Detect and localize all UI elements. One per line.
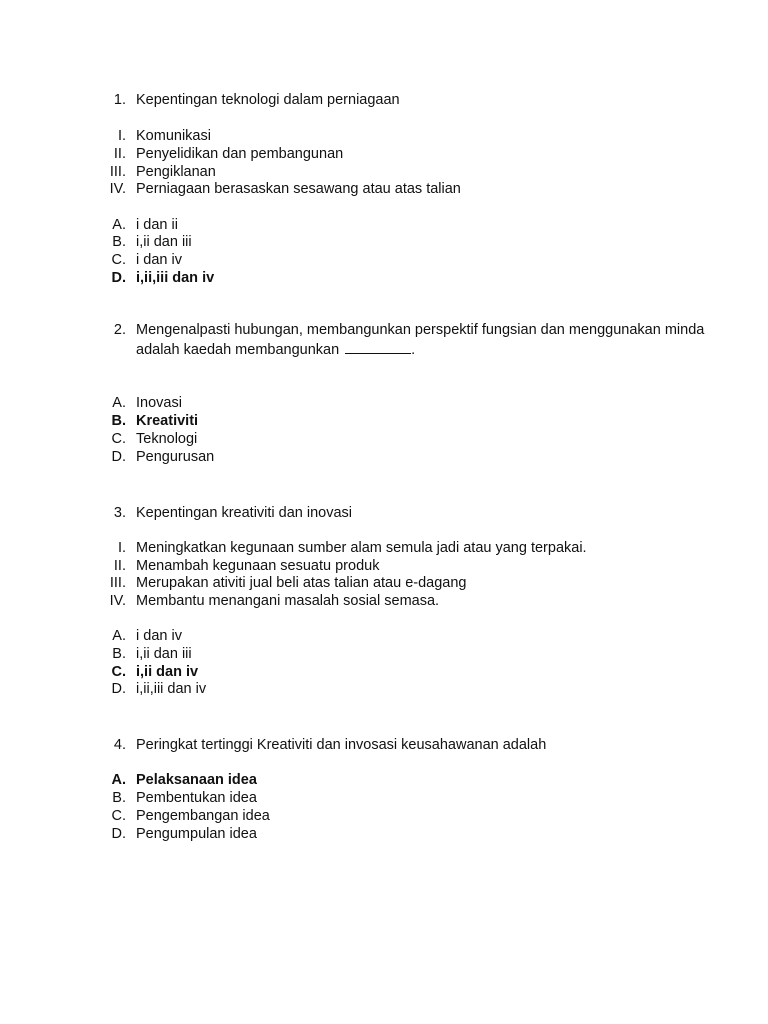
question-text-end: . bbox=[411, 342, 416, 358]
option-text: i,ii dan iv bbox=[136, 664, 199, 680]
option-label: B. bbox=[112, 234, 126, 250]
option-text: Kreativiti bbox=[136, 413, 199, 429]
option-text: Inovasi bbox=[136, 395, 182, 411]
statement-text: Meningkatkan kegunaan sumber alam semula jadi atau yang terpakai. bbox=[136, 540, 587, 556]
statement-label: I. bbox=[117, 128, 126, 144]
option-label: C. bbox=[111, 808, 126, 824]
option-label: A. bbox=[112, 217, 126, 233]
option-label: C. bbox=[111, 431, 126, 447]
option-label: C. bbox=[111, 664, 126, 680]
option-label: A. bbox=[112, 395, 126, 411]
question-text: Peringkat tertinggi Kreativiti dan invosasi keusahawanan adalah bbox=[136, 737, 547, 753]
statement-text: Membantu menangani masalah sosial semasa. bbox=[136, 593, 440, 609]
question-number: 2. bbox=[113, 322, 126, 338]
option-text: i dan ii bbox=[136, 217, 178, 233]
option-label: D. bbox=[111, 270, 126, 286]
statement-label: IV. bbox=[109, 181, 126, 197]
option-text: i,ii dan iii bbox=[136, 646, 192, 662]
option-label: D. bbox=[111, 449, 126, 465]
option-text: Teknologi bbox=[136, 431, 198, 447]
statement-label: IV. bbox=[109, 593, 126, 609]
statement-text: Menambah kegunaan sesuatu produk bbox=[136, 558, 380, 574]
statement-text: Komunikasi bbox=[136, 128, 211, 144]
option-label: A. bbox=[111, 772, 126, 788]
option-text: i,ii,iii dan iv bbox=[136, 681, 207, 697]
question-text-continued bbox=[136, 340, 415, 359]
statement-text: Penyelidikan dan pembangunan bbox=[136, 146, 344, 162]
option-text: i,ii,iii dan iv bbox=[136, 270, 215, 286]
option-label: B. bbox=[112, 790, 126, 806]
statement-label: II. bbox=[113, 558, 126, 574]
statement-label: I. bbox=[117, 540, 126, 556]
option-label: B. bbox=[111, 413, 126, 429]
option-label: A. bbox=[112, 628, 126, 644]
option-text: i,ii dan iii bbox=[136, 234, 192, 250]
option-label: D. bbox=[111, 826, 126, 842]
question-number: 4. bbox=[113, 737, 126, 753]
option-text: Pembentukan idea bbox=[136, 790, 257, 806]
option-label: C. bbox=[111, 252, 126, 268]
statement-label: III. bbox=[109, 575, 126, 591]
question-text: Kepentingan teknologi dalam perniagaan bbox=[136, 92, 400, 108]
question-number: 1. bbox=[113, 92, 126, 108]
option-text: Pengembangan idea bbox=[136, 808, 270, 824]
option-text: Pelaksanaan idea bbox=[136, 772, 257, 788]
option-label: B. bbox=[112, 646, 126, 662]
question-text: Kepentingan kreativiti dan inovasi bbox=[136, 505, 353, 521]
statement-text: Perniagaan berasaskan sesawang atau atas talian bbox=[136, 181, 461, 197]
statement-label: II. bbox=[113, 146, 126, 162]
fill-in-blank bbox=[345, 340, 411, 354]
question-text-part: adalah kaedah membangunkan bbox=[136, 342, 340, 358]
statement-text: Pengiklanan bbox=[136, 164, 216, 180]
statement-text: Merupakan ativiti jual beli atas talian atau e-dagang bbox=[136, 575, 467, 591]
option-text: Pengurusan bbox=[136, 449, 215, 465]
question-text: Mengenalpasti hubungan, membangunkan perspektif fungsian dan menggunakan minda bbox=[136, 322, 705, 338]
option-text: Pengumpulan idea bbox=[136, 826, 257, 842]
statement-label: III. bbox=[109, 164, 126, 180]
option-text: i dan iv bbox=[136, 252, 182, 268]
option-text: i dan iv bbox=[136, 628, 182, 644]
question-number: 3. bbox=[113, 505, 126, 521]
option-label: D. bbox=[111, 681, 126, 697]
